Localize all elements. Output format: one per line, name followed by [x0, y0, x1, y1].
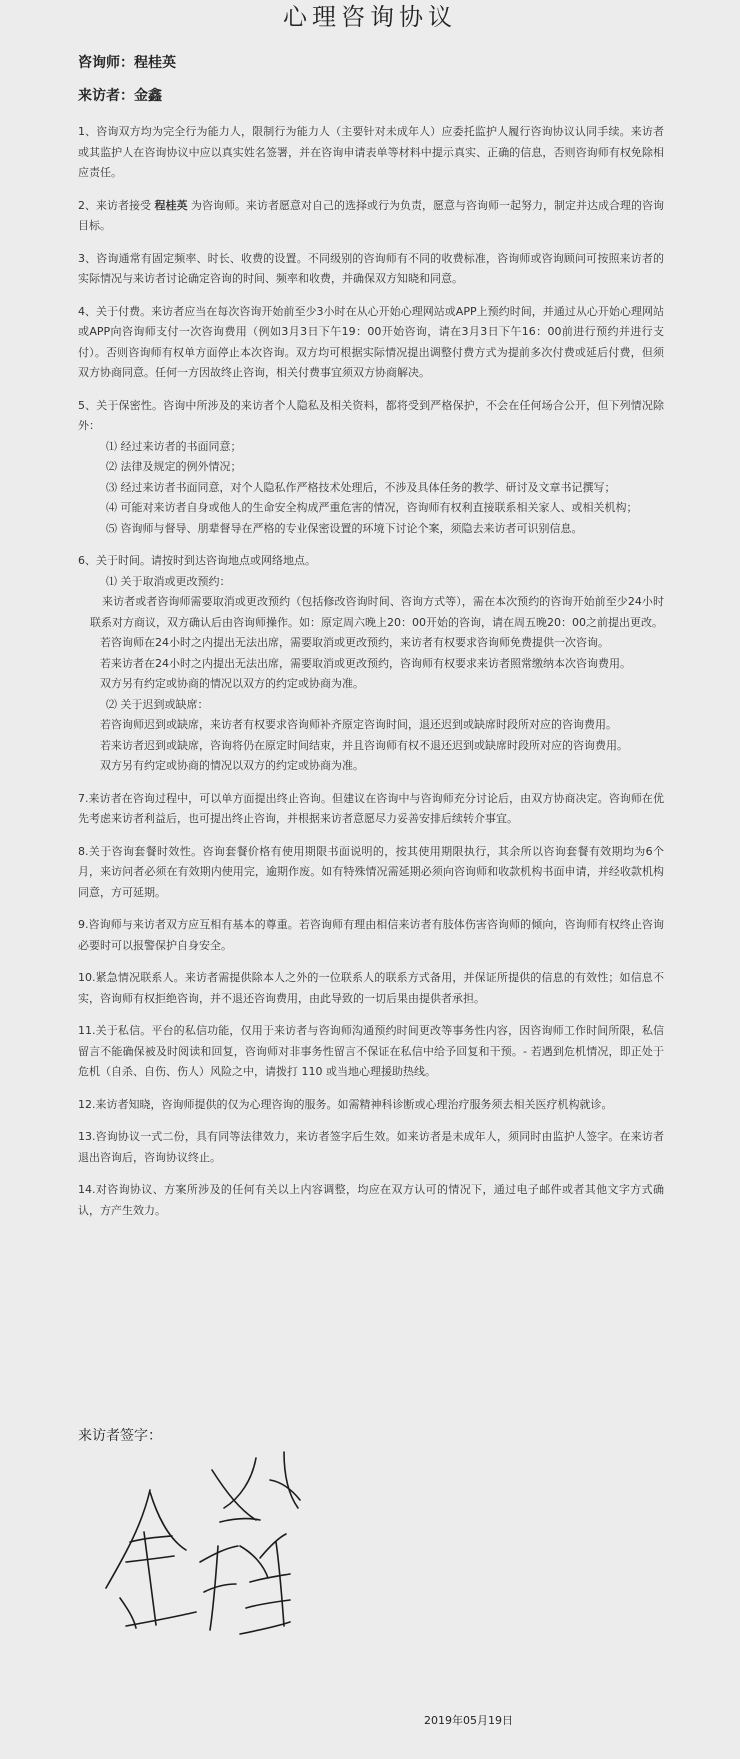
cancel-paragraph: 双方另有约定或协商的情况以双方的约定或协商为准。 [100, 677, 364, 690]
clause-3 [78, 249, 664, 290]
clause-11 [78, 1021, 664, 1083]
cancel-paragraph: 来访者或者咨询师需要取消或更改预约（包括修改咨询时间、咨询方式等），需在本次预约的咨询开始前至少24小时联系对方商议，双方确认后由咨询师操作。如：原定周六晚上20：00开始的咨询，请在周五晚20：00之前提出更改。 [90, 595, 664, 629]
late-paragraph: 若咨询师迟到或缺席，来访者有权要求咨询师补齐原定咨询时间，退还迟到或缺席时段所对应的咨询费用。 [100, 718, 617, 731]
clause-text: 9.咨询师与来访者双方应互相有基本的尊重。若咨询师有理由相信来访者有肢体伤害咨询师的倾向，咨询师有权终止咨询必要时可以报警保护自身安全。 [78, 918, 664, 952]
clause-text: 5、关于保密性。咨询中所涉及的来访者个人隐私及相关资料，都将受到严格保护，不会在任何场合公开，但下列情况除外： [78, 398, 664, 432]
clause-text: 10.紧急情况联系人。来访者需提供除本人之外的一位联系人的联系方式备用，并保证所提供的信息的有效性；如信息不实，咨询师有权拒绝咨询，并不退还咨询费用，由此导致的一切后果由提供者承担。 [78, 971, 664, 1005]
clause-text: 6、关于时间。请按时到达咨询地点或网络地点。 [78, 554, 316, 567]
clause-12 [78, 1095, 664, 1116]
page-title: 心理咨询协议 [283, 3, 457, 31]
confidentiality-exception: ⑴ 经过来访者的书面同意； [106, 439, 242, 453]
late-paragraph: 若来访者迟到或缺席，咨询将仍在原定时间结束，并且咨询师有权不退还迟到或缺席时段所对应的咨询费用。 [100, 738, 628, 752]
clause-4 [78, 302, 664, 384]
client-name: 来访者：金鑫 [78, 88, 162, 104]
clause-text: 11.关于私信。平台的私信功能，仅用于来访者与咨询师沟通预约时间更改等事务性内容，因咨询师工作时间所限，私信留言不能确保被及时阅读和回复，咨询师对非事务性留言不保证在私信中给予回复和干预。- 若遇到危机情况，即正处于危机（自杀、自伤、伤人）风险之中，请拨打 110 或当地心理援助热线。 [78, 1024, 664, 1078]
clause-7 [78, 789, 664, 830]
clause-5 [78, 396, 664, 540]
cancel-paragraph: 若咨询师在24小时之内提出无法出席，需要取消或更改预约，来访者有权要求咨询师免费提供一次咨询。 [100, 636, 609, 649]
clause-2 [78, 196, 664, 237]
clause-text: 7.来访者在咨询过程中，可以单方面提出终止咨询。但建议在咨询中与咨询师充分讨论后，由双方协商决定。咨询师在优先考虑来访者利益后，也可提出终止咨询，并根据来访者意愿尽力妥善安排后续转介事宜。 [78, 791, 664, 825]
confidentiality-exception: ⑸ 咨询师与督导、朋辈督导在严格的专业保密设置的环境下讨论个案，须隐去来访者可识别信息。 [106, 521, 583, 535]
cancel-paragraph: 若来访者在24小时之内提出无法出席，需要取消或更改预约，咨询师有权要求来访者照常缴纳本次咨询费用。 [100, 656, 631, 670]
late-subtitle: ⑵ 关于迟到或缺席： [106, 697, 209, 711]
clause-text: 8.关于咨询套餐时效性。咨询套餐价格有使用期限书面说明的，按其使用期限执行，其余所以咨询套餐有效期均为6个月，来访问者必须在有效期内使用完，逾期作废。如有特殊情况需延期必须向咨询师和收款机构书面申请，并经收款机构同意，方可延期。 [78, 844, 664, 899]
clause-text: 12.来访者知晓，咨询师提供的仅为心理咨询的服务。如需精神科诊断或心理治疗服务须去相关医疗机构就诊。 [78, 1097, 613, 1111]
clause-14 [78, 1180, 664, 1221]
counselor-highlight: 程桂英 [154, 198, 188, 212]
confidentiality-exception: ⑵ 法律及规定的例外情况； [106, 460, 242, 473]
counselor-name: 咨询师：程桂英 [78, 55, 176, 71]
signature-label: 来访者签字： [78, 1428, 162, 1444]
clause-text-part: 为咨询师。来访者愿意对自己的选择或行为负责，愿意与咨询师一起努力，制定并达成合理的咨询目标。 [78, 198, 664, 232]
clause-text: 13.咨询协议一式二份，具有同等法律效力，来访者签字后生效。如来访者是未成年人，须同时由监护人签字。在来访者退出咨询后，咨询协议终止。 [78, 1130, 664, 1164]
late-paragraph: 双方另有约定或协商的情况以双方的约定或协商为准。 [100, 759, 364, 772]
signature-date: 2019年05月19日 [424, 1714, 513, 1727]
clause-text [78, 196, 664, 237]
confidentiality-exception: ⑷ 可能对来访者自身或他人的生命安全构成严重危害的情况，咨询师有权利直接联系相关家人、或相关机构； [106, 501, 638, 514]
clause-text: 1、咨询双方均为完全行为能力人，限制行为能力人（主要针对未成年人）应委托监护人履行咨询协议认同手续。来访者或其监护人在咨询协议中应以真实姓名签署，并在咨询申请表单等材料中提示真实、正确的信息，否则咨询师有权免除相应责任。 [78, 125, 664, 179]
clause-text: 3、咨询通常有固定频率、时长、收费的设置。不同级别的咨询师有不同的收费标准，咨询师或咨询顾问可按照来访者的实际情况与来访者讨论确定咨询的时间、频率和收费，并确保双方知晓和同意。 [78, 251, 664, 285]
cancel-subtitle: ⑴ 关于取消或更改预约： [106, 574, 231, 588]
clause-6 [78, 551, 664, 777]
clause-8 [78, 842, 664, 904]
clause-text: 4、关于付费。来访者应当在每次咨询开始前至少3小时在从心开始心理网站或APP上预约时间，并通过从心开始心理网站或APP向咨询师支付一次咨询费用（例如3月3日下午19：00开始咨询，请在3月3日下午16：00前进行预约并进行支付）。否则咨询师有权单方面停止本次咨询。双方均可根据实际情况提出调整付费方式为提前多次付费或延后付费，但须双方协商同意。任何一方因故终止咨询，相关付费事宜须双方协商解决。 [78, 304, 664, 379]
confidentiality-exception: ⑶ 经过来访者书面同意，对个人隐私作严格技术处理后，不涉及具体任务的教学、研讨及文章书记撰写； [106, 480, 616, 494]
clause-10 [78, 968, 664, 1009]
clause-text: 14.对咨询协议、方案所涉及的任何有关以上内容调整，均应在双方认可的情况下，通过电子邮件或者其他文字方式确认，方产生效力。 [78, 1183, 664, 1217]
clause-text-part: 2、来访者接受 [78, 198, 155, 212]
agreement-body [78, 122, 664, 1233]
clause-13 [78, 1127, 664, 1168]
clause-1 [78, 122, 664, 184]
clause-9 [78, 915, 664, 956]
client-signature [100, 1450, 340, 1650]
